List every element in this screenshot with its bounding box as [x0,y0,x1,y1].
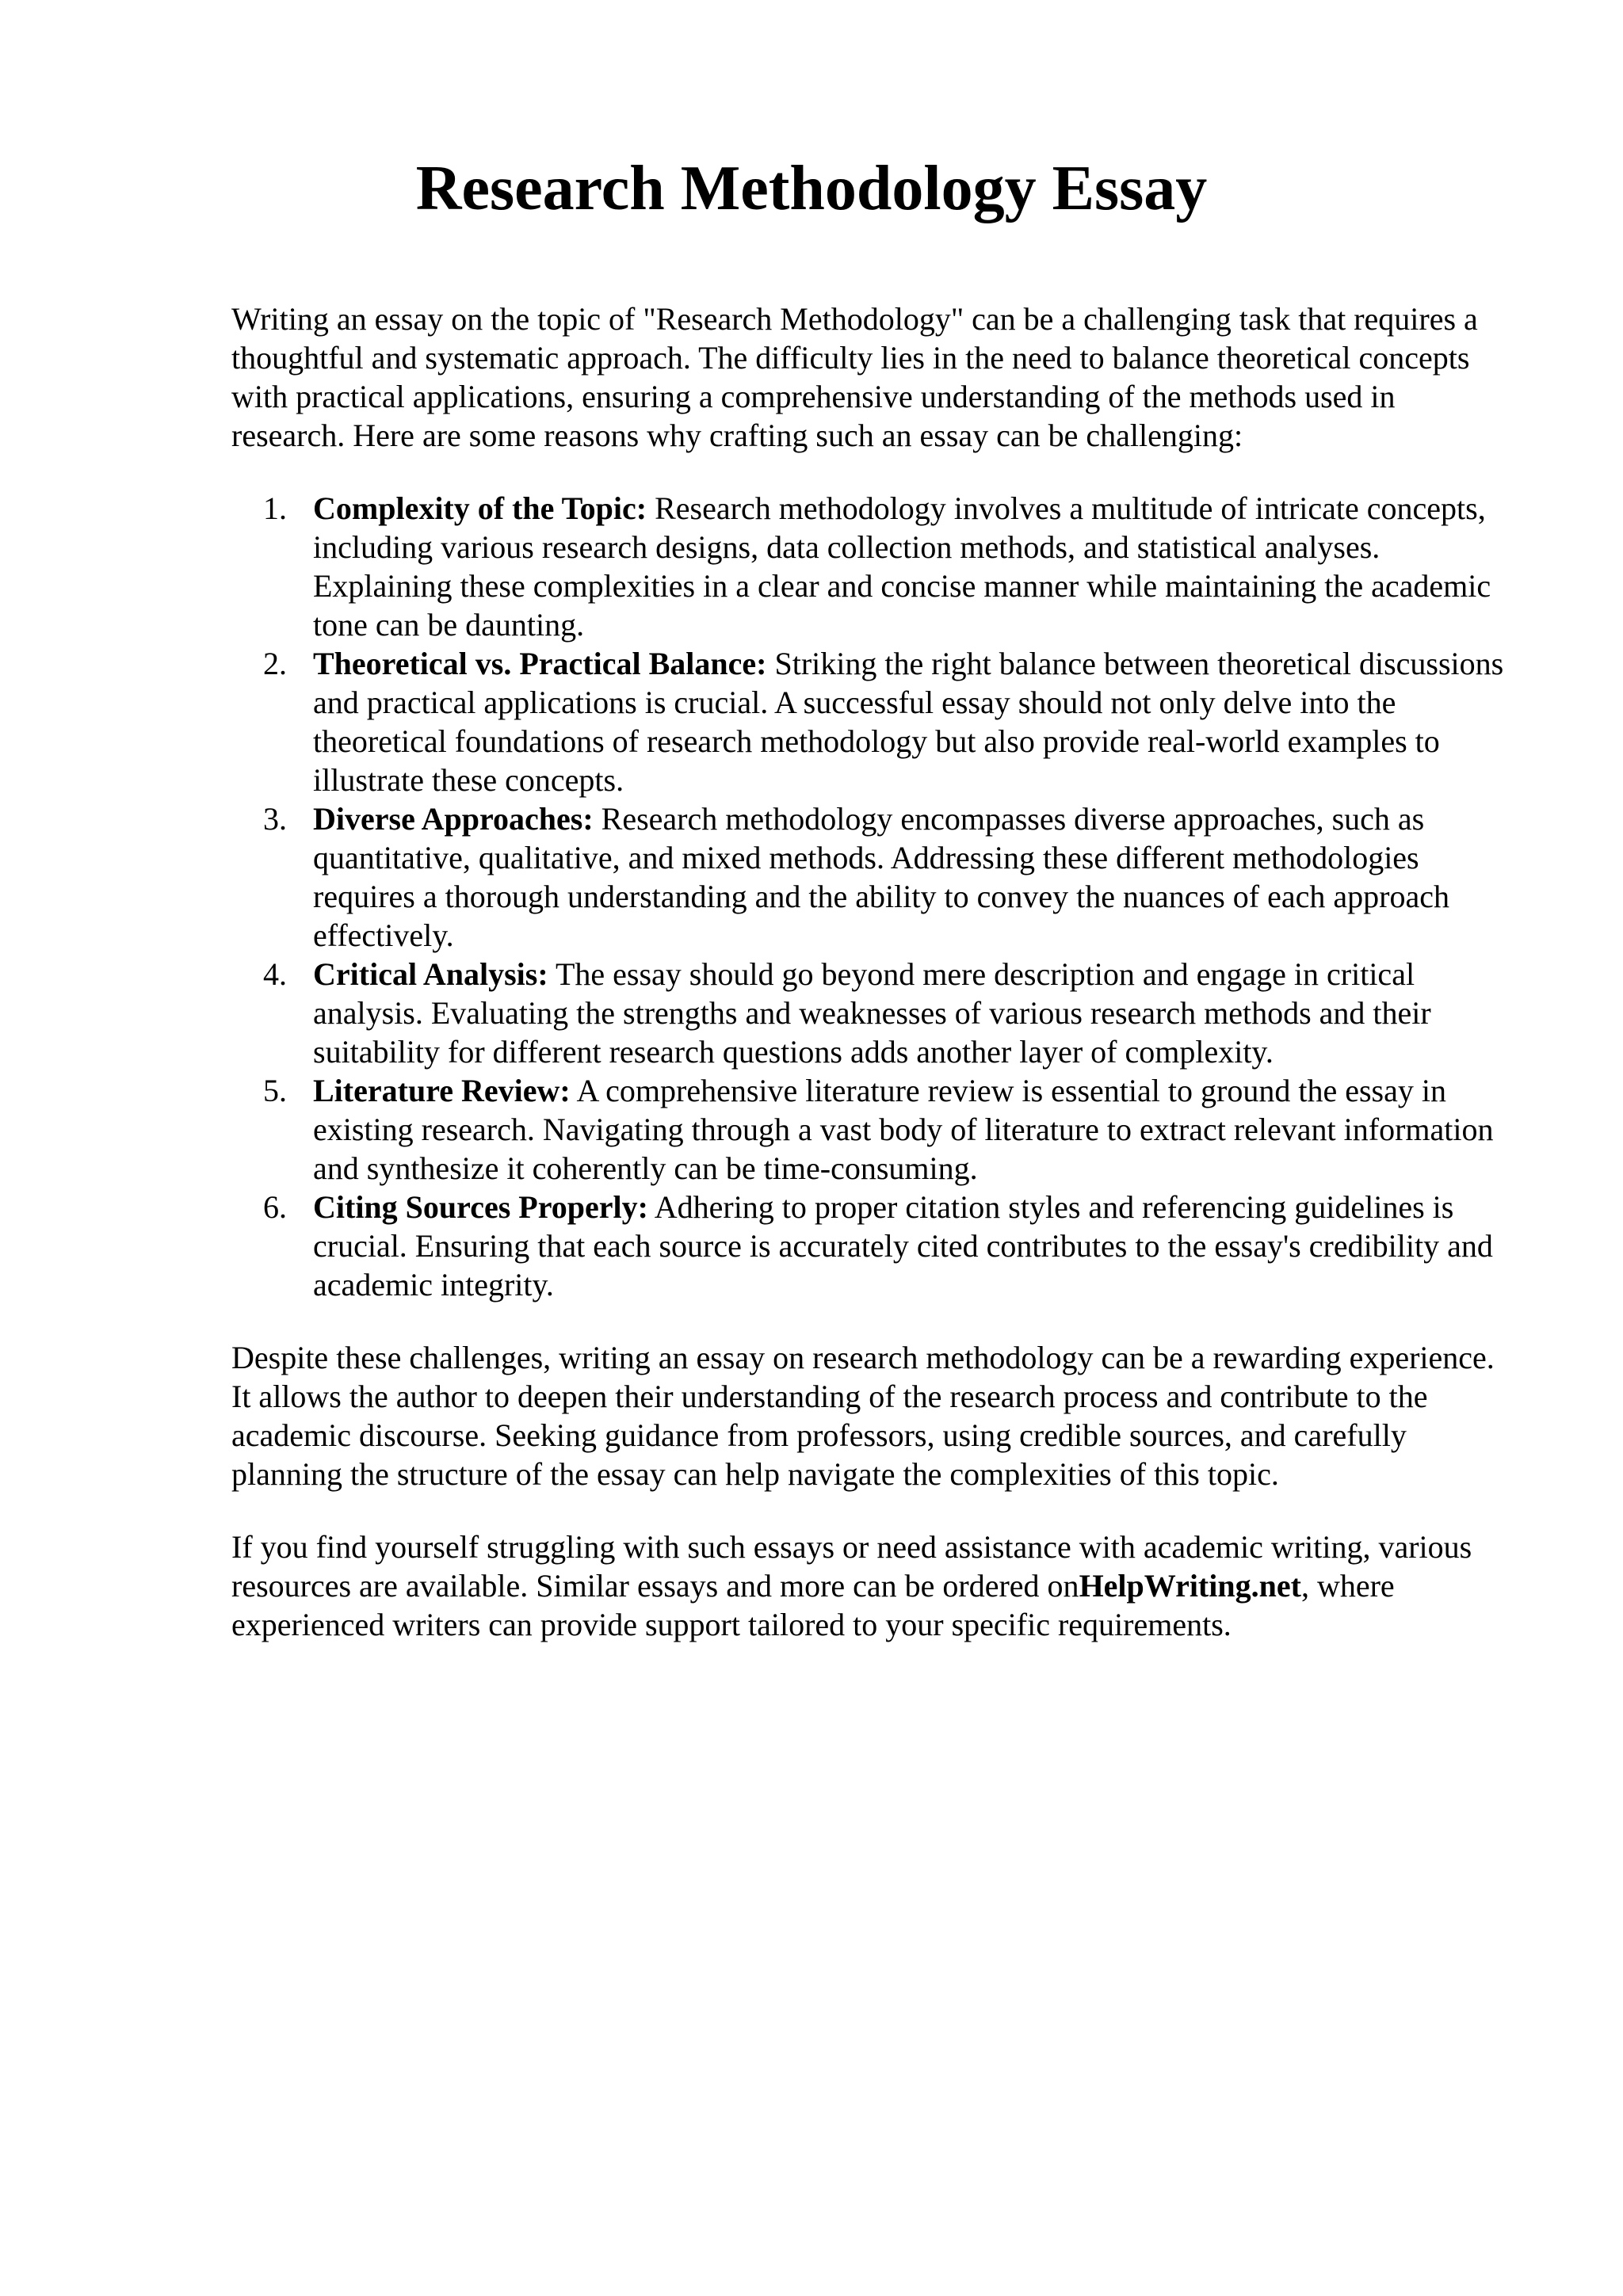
closing-text-after: , where experienced writers can provide support tailored to your specific requirements. [231,1568,1395,1642]
list-item [231,644,1515,799]
list-item-number: 1. [263,490,287,526]
list-item [231,1071,1515,1188]
list-item-heading: Literature Review: [313,1073,571,1108]
list-item-heading: Diverse Approaches: [313,801,594,837]
document-body [231,299,1515,1644]
list-item-text: Striking the right balance between theoretical discussions and practical applications is crucial. A successful essay should not only delve into the theoretical foundations of research methodology but also provide real-world examples to illustrate these concepts. [313,646,1504,798]
list-item-text: Adhering to proper citation styles and referencing guidelines is crucial. Ensuring that each source is accurately cited contributes to the essay's credibility and academic integrity. [313,1189,1493,1302]
list-item-heading: Theoretical vs. Practical Balance: [313,646,767,681]
list-item [231,1188,1515,1304]
document-title: Research Methodology Essay [415,154,1208,223]
list-item-text: Research methodology encompasses diverse approaches, such as quantitative, qualitative, and mixed methods. Addressing these different methodologies requires a thorough understanding and the ability to convey the nuances of each approach effectively. [313,801,1449,953]
list-item-number: 4. [263,956,287,992]
list-item-heading: Citing Sources Properly: [313,1189,648,1225]
list-item-text: Research methodology involves a multitude of intricate concepts, including various research designs, data collection methods, and statistical analyses. Explaining these complexities in a clear and concise manner while maintaining the academic tone can be daunting. [313,490,1491,643]
helpwriting-link[interactable]: HelpWriting.net [1079,1568,1301,1604]
closing-paragraph [231,1527,1515,1644]
conclusion-paragraph: Despite these challenges, writing an essay on research methodology can be a rewarding experience. It allows the author to deepen their understanding of the research process and contribute to the academic discourse. Seeking guidance from professors, using credible sources, and carefully planning the structure of the essay can help navigate the complexities of this topic. [231,1340,1495,1492]
intro-paragraph: Writing an essay on the topic of "Research Methodology" can be a challenging task that requires a thoughtful and systematic approach. The difficulty lies in the need to balance theoretical concepts with practical applications, ensuring a comprehensive understanding of the methods used in research. Here are some reasons why crafting such an essay can be challenging: [231,301,1478,453]
list-item-number: 6. [263,1189,287,1225]
list-item-text: The essay should go beyond mere description and engage in critical analysis. Evaluating the strengths and weaknesses of various research methods and their suitability for different research questions adds another layer of complexity. [313,956,1431,1070]
list-item-heading: Complexity of the Topic: [313,490,647,526]
list-item-number: 5. [263,1073,287,1108]
list-item-number: 2. [263,646,287,681]
list-item [231,955,1515,1071]
list-item [231,799,1515,955]
list-item [231,489,1515,644]
closing-text-before: If you find yourself struggling with such essays or need assistance with academic writing, various resources are available. Similar essays and more can be ordered on [231,1529,1472,1604]
list-item-text: A comprehensive literature review is essential to ground the essay in existing research. Navigating through a vast body of literature to extract relevant information and synthesize it coherently can be time-consuming. [313,1073,1494,1186]
list-item-heading: Critical Analysis: [313,956,548,992]
reasons-list [231,489,1515,1304]
list-item-number: 3. [263,801,287,837]
